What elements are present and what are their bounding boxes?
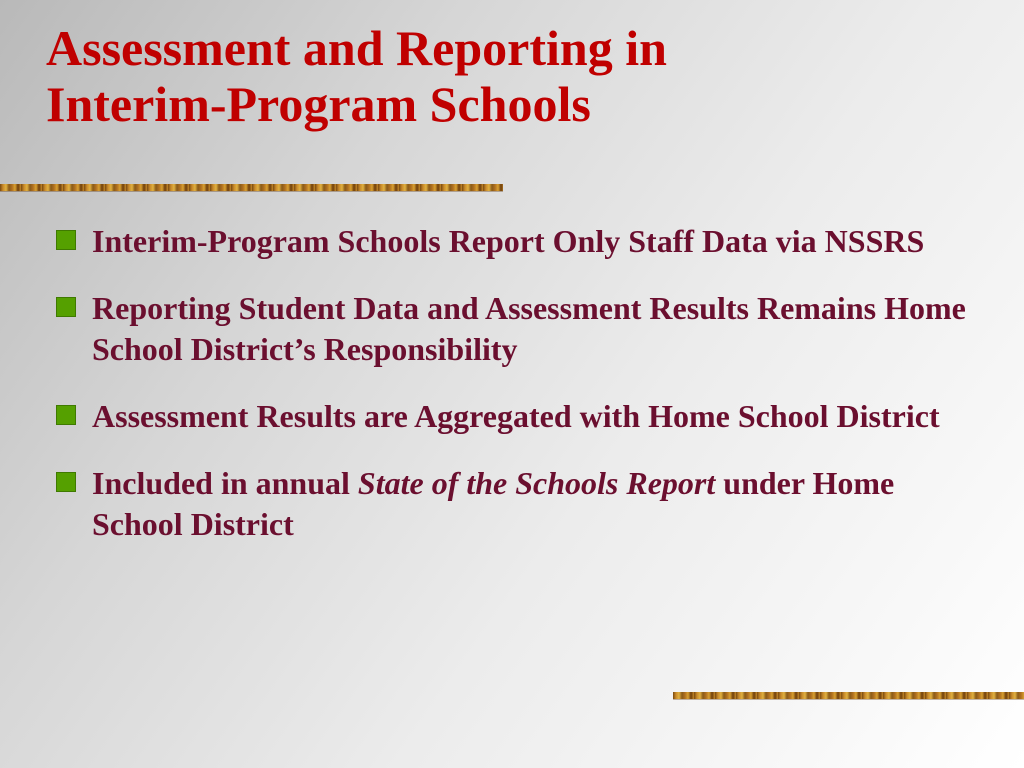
square-bullet-icon — [56, 297, 76, 317]
bullet-text-before: Included in annual — [92, 465, 358, 501]
bullet-item — [56, 396, 991, 437]
title-line-2: Interim-Program Schools — [46, 76, 591, 132]
square-bullet-icon — [56, 230, 76, 250]
bullet-text: Reporting Student Data and Assessment Results Remains Home School District’s Responsibility — [92, 290, 966, 367]
slide-title — [46, 20, 996, 132]
bullet-text: Interim-Program Schools Report Only Staff Data via NSSRS — [92, 223, 925, 259]
bullet-item — [56, 463, 991, 545]
decorative-rule-top — [0, 184, 503, 191]
bullet-text-after: under Home School District — [92, 465, 895, 542]
bullet-text: Assessment Results are Aggregated with Home School District — [92, 398, 940, 434]
report-title-emphasis: State of the Schools Report — [357, 465, 716, 501]
bullet-item — [56, 288, 991, 370]
bullet-item — [56, 221, 991, 262]
square-bullet-icon — [56, 472, 76, 492]
title-line-1: Assessment and Reporting in — [46, 20, 667, 76]
square-bullet-icon — [56, 405, 76, 425]
decorative-rule-bottom — [673, 692, 1024, 699]
bullet-list — [56, 221, 991, 571]
